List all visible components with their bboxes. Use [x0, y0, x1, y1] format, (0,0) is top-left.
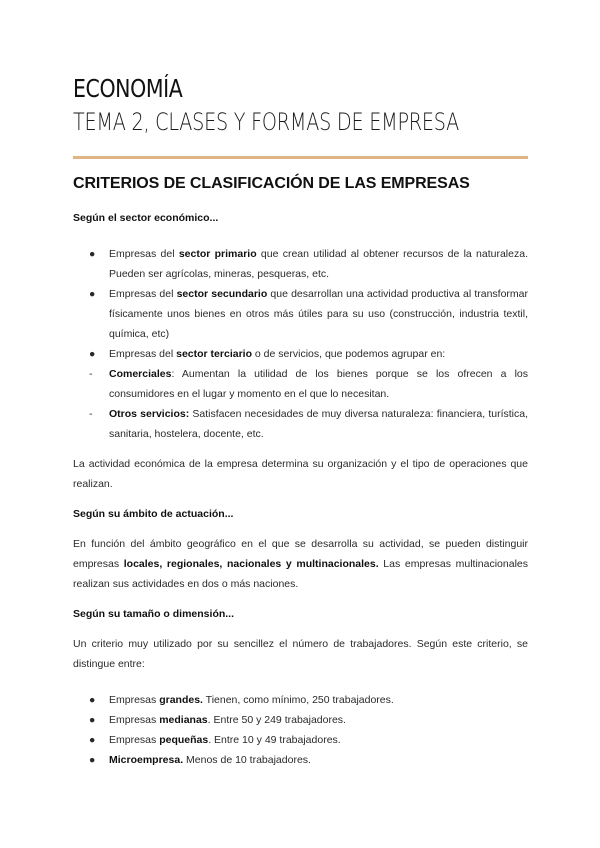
bullet-marker: ● [89, 734, 96, 746]
document-title: ECONOMÍA [73, 74, 183, 103]
ambito-heading: Según su ámbito de actuación... [73, 508, 234, 520]
list-item: ● Empresas del sector terciario o de servicios, que podemos agrupar en: [73, 344, 528, 364]
list-item: ● Empresas medianas. Entre 50 y 249 trabajadores. [73, 710, 528, 730]
bullet-marker: ● [89, 694, 96, 706]
tamano-intro: Un criterio muy utilizado por su sencillez el número de trabajadores. Según este criterio, se distingue entre: [73, 638, 528, 670]
bullet-marker: ● [89, 248, 96, 260]
sector-list [73, 244, 528, 444]
document-subtitle: TEMA 2, CLASES Y FORMAS DE EMPRESA [73, 108, 459, 136]
header-divider [73, 156, 528, 159]
dash-marker: - [89, 408, 93, 420]
bullet-marker: ● [89, 754, 96, 766]
list-item: ● Microempresa. Menos de 10 trabajadores. [73, 750, 528, 770]
list-item: ● Empresas del sector primario que crean utilidad al obtener recursos de la naturaleza. Pueden ser agrícolas, mineras, pesqueras, etc. [73, 244, 528, 284]
document-body [73, 208, 528, 770]
section-title: CRITERIOS DE CLASIFICACIÓN DE LAS EMPRESAS [73, 175, 470, 192]
sector-closing-paragraph: La actividad económica de la empresa determina su organización y el tipo de operaciones que realizan. [73, 458, 528, 490]
list-item: - Comerciales: Aumentan la utilidad de los bienes porque se los ofrecen a los consumidores en el lugar y momento en el que lo necesitan. [73, 364, 528, 404]
bullet-marker: ● [89, 288, 96, 300]
ambito-paragraph: En función del ámbito geográfico en el que se desarrolla su actividad, se pueden distinguir empresas locales, regionales, nacionales y multinacionales. Las empresas multinacionales realizan sus actividades en dos o más naciones. [73, 538, 528, 590]
list-item: ● Empresas del sector secundario que desarrollan una actividad productiva al transformar físicamente unos bienes en otros más útiles para su uso (construcción, industria textil, química, etc) [73, 284, 528, 344]
tamano-list [73, 690, 528, 770]
tamano-heading: Según su tamaño o dimensión... [73, 608, 235, 620]
bullet-marker: ● [89, 714, 96, 726]
dash-marker: - [89, 368, 93, 380]
list-item: ● Empresas grandes. Tienen, como mínimo, 250 trabajadores. [73, 690, 528, 710]
sector-heading: Según el sector económico... [73, 212, 219, 224]
bullet-marker: ● [89, 348, 96, 360]
list-item: ● Empresas pequeñas. Entre 10 y 49 trabajadores. [73, 730, 528, 750]
list-item: - Otros servicios: Satisfacen necesidades de muy diversa naturaleza: financiera, turística, sanitaria, hostelera, docente, etc. [73, 404, 528, 444]
